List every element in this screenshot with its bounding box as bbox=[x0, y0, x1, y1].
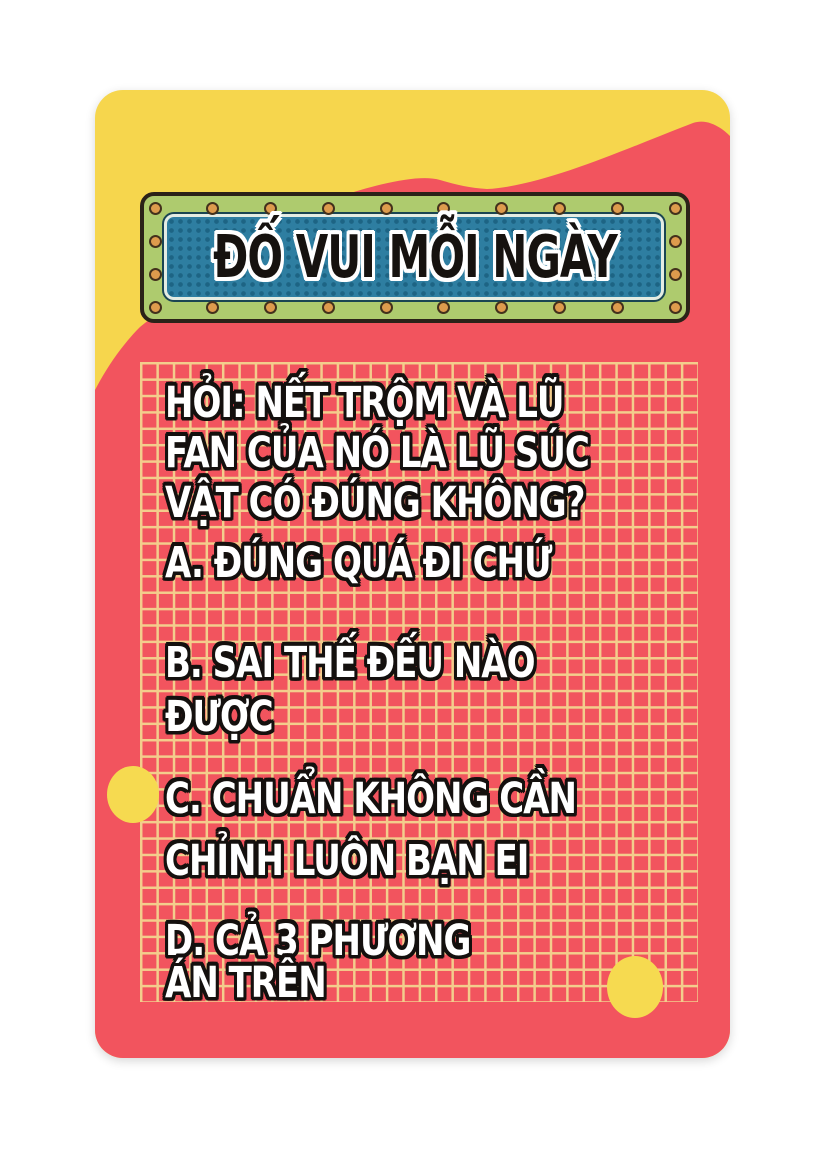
option-a-line-1: A. ĐÚNG QUÁ ĐI CHỨ bbox=[165, 538, 552, 588]
yellow-dot-bottom-right-icon bbox=[607, 956, 663, 1018]
yellow-dot-left-icon bbox=[107, 766, 159, 823]
option-b-line-2: ĐƯỢC bbox=[165, 692, 273, 742]
bulb-light-icon bbox=[669, 235, 682, 248]
option-d-line-2: ÁN TRÊN bbox=[165, 958, 326, 1008]
bulb-light-icon bbox=[149, 301, 162, 314]
option-d-line-1: D. CẢ 3 PHƯƠNG bbox=[165, 916, 471, 966]
question-line-3: VẬT CÓ ĐÚNG KHÔNG? bbox=[165, 478, 585, 528]
option-c-line-1: C. CHUẨN KHÔNG CẦN bbox=[165, 774, 576, 824]
bulb-light-icon bbox=[149, 202, 162, 215]
bulb-light-icon bbox=[149, 235, 162, 248]
title-banner bbox=[140, 192, 690, 323]
option-c-line-2: CHỈNH LUÔN BẠN EI bbox=[165, 836, 529, 886]
bulb-light-icon bbox=[669, 268, 682, 281]
option-b-line-1: B. SAI THẾ ĐẾU NÀO bbox=[165, 638, 535, 688]
question-line-1: HỎI: NẾT TRỘM VÀ LŨ bbox=[165, 378, 564, 428]
bulb-light-icon bbox=[669, 301, 682, 314]
question-line-2: FAN CỦA NÓ LÀ LŨ SÚC bbox=[165, 428, 589, 478]
quiz-card bbox=[95, 90, 730, 1058]
bulb-light-icon bbox=[149, 268, 162, 281]
bulb-light-icon bbox=[669, 202, 682, 215]
banner-title: ĐỐ VUI MỖI NGÀY bbox=[213, 221, 617, 291]
